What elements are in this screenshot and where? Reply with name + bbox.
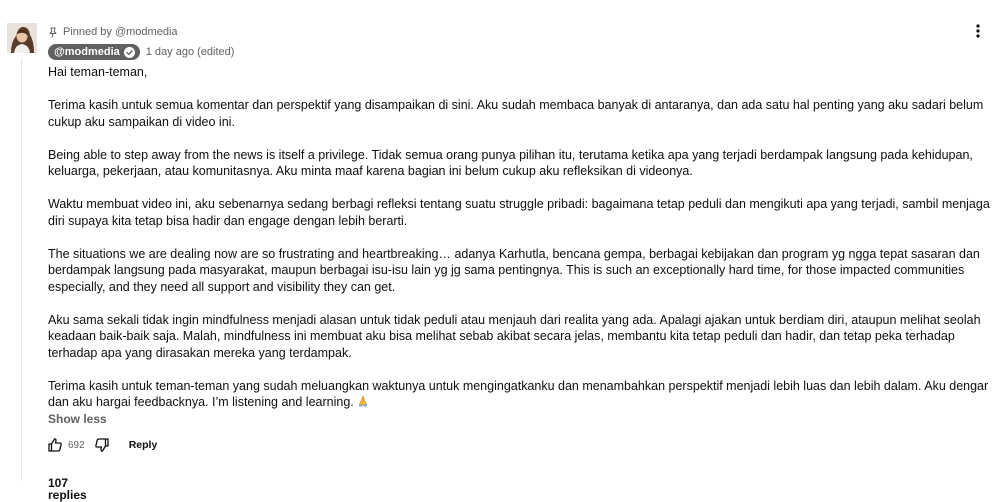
like-button[interactable] (44, 434, 66, 456)
comment-paragraph-text: Terima kasih untuk teman-teman yang sudah meluangkan waktunya untuk mengingatkanku dan menambahkan perspektif menjadi lebih luas dan lebih dalam. Aku dengar dan aku hargai feedbacknya. I’m listening and learning. (48, 378, 989, 409)
thumbs-up-icon (47, 437, 63, 453)
comment-paragraph: Terima kasih untuk semua komentar dan perspektif yang disampaikan di sini. Aku sudah membaca banyak di antaranya, dan ada satu hal penting yang aku sadari belum cukup aku sampaikan di video ini. (48, 98, 984, 129)
replies-toggle[interactable] (48, 476, 108, 502)
thumbs-down-icon (94, 437, 110, 453)
comment-paragraph: Aku sama sekali tidak ingin mindfulness menjadi alasan untuk tidak peduli atau menjauh dari realita yang ada. Apalagi ajakan untuk berdiam diri, ataupun melihat seolah keadaan baik-baik saja. Malah, mindfulness ini membuat aku bisa melihat sebab akibat secara jelas, membantu kita tetap peduli dan hadir, dan tetap peka terhadap terhadap apa yang dirasakan mereka yang terdampak. (48, 312, 981, 360)
replies-count: 107 replies (48, 476, 87, 502)
comment-paragraph: The situations we are dealing now are so frustrating and heartbreaking… adanya Karhutla, bencana gempa, berbagai kebijakan dan program yg ngga tepat sasaran dan berdampak langsung pada masyarakat, maupun berbagai isu-isu lain yg jg sama pentingnya. This is such an exceptionally hard time, for those impacted communities especially, and they need all support and visibility they can get. (48, 246, 980, 294)
comment-paragraph-last (48, 378, 993, 411)
comment-paragraph: Hai teman-teman, (48, 65, 148, 79)
show-less-button[interactable]: Show less (48, 412, 107, 426)
author-row (48, 44, 234, 60)
more-vertical-icon (976, 24, 980, 38)
comment-actions (44, 434, 157, 456)
dislike-button[interactable] (91, 434, 113, 456)
folded-hands-emoji-icon (357, 395, 369, 407)
comment-paragraph: Being able to step away from the news is itself a privilege. Tidak semua orang punya pilihan itu, terutama ketika apa yang terjadi berdampak langsung pada kehidupan, keluarga, pekerjaan, atau komunitasnya. Aku minta maaf karena bagian ini belum cukup aku refleksikan di videonya. (48, 147, 973, 178)
like-count: 692 (68, 439, 85, 451)
more-actions-button[interactable] (968, 21, 988, 41)
comment-paragraph: Waktu membuat video ini, aku sebenarnya sedang berbagi refleksi tentang suatu struggle pribadi: bagaimana tetap peduli dan mengikuti apa yang terjadi, sambil menjaga diri supaya kita tetap bisa hadir dan engage dengan lebih berarti. (48, 197, 990, 228)
verified-check-icon (124, 47, 135, 58)
thread-line (21, 58, 22, 481)
avatar[interactable] (7, 23, 37, 53)
comment-body (48, 64, 993, 411)
reply-button[interactable]: Reply (128, 439, 158, 451)
pinned-label (48, 25, 178, 39)
comment-timestamp[interactable]: 1 day ago (edited) (145, 46, 235, 58)
author-chip[interactable] (48, 44, 140, 60)
pinned-text: Pinned by @modmedia (63, 26, 178, 38)
author-name: @modmedia (54, 46, 120, 58)
pin-icon (48, 27, 58, 38)
